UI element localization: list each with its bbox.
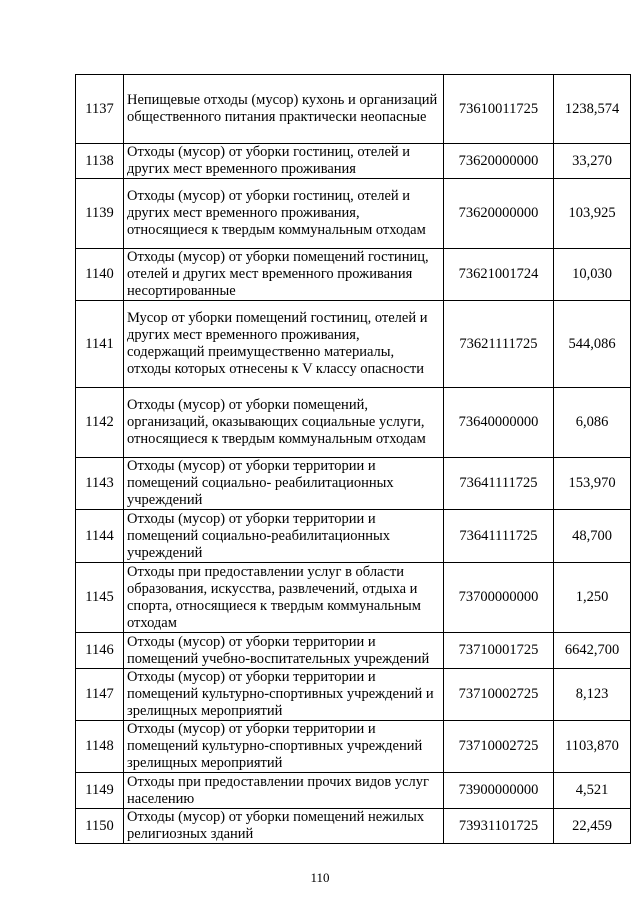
waste-amount: 6,086 bbox=[554, 388, 631, 458]
waste-amount: 33,270 bbox=[554, 144, 631, 179]
table-row bbox=[76, 179, 631, 249]
table-row bbox=[76, 75, 631, 144]
row-number: 1138 bbox=[76, 144, 124, 179]
waste-code: 73700000000 bbox=[444, 563, 554, 633]
waste-amount: 10,030 bbox=[554, 249, 631, 301]
waste-name: Отходы (мусор) от уборки помещений, организаций, оказывающих социальные услуги, относящиеся к твердым коммунальным отходам bbox=[124, 388, 444, 458]
waste-name: Отходы (мусор) от уборки территории и помещений учебно-воспитательных учреждений bbox=[124, 633, 444, 669]
waste-code: 73620000000 bbox=[444, 179, 554, 249]
waste-code: 73640000000 bbox=[444, 388, 554, 458]
table-row bbox=[76, 721, 631, 773]
waste-name: Отходы (мусор) от уборки территории и помещений культурно-спортивных учреждений зрелищных мероприятий bbox=[124, 721, 444, 773]
row-number: 1139 bbox=[76, 179, 124, 249]
waste-amount: 4,521 bbox=[554, 773, 631, 809]
waste-table bbox=[75, 74, 631, 844]
waste-name: Отходы при предоставлении услуг в области образования, искусства, развлечений, отдыха и спорта, относящиеся к твердым коммунальным отходам bbox=[124, 563, 444, 633]
waste-code: 73931101725 bbox=[444, 809, 554, 844]
waste-name: Отходы (мусор) от уборки гостиниц, отелей и других мест временного проживания bbox=[124, 144, 444, 179]
waste-amount: 8,123 bbox=[554, 669, 631, 721]
row-number: 1142 bbox=[76, 388, 124, 458]
waste-name: Отходы (мусор) от уборки территории и помещений социально- реабилитационных учреждений bbox=[124, 458, 444, 510]
waste-name: Непищевые отходы (мусор) кухонь и организаций общественного питания практически неопасные bbox=[124, 75, 444, 144]
table-row bbox=[76, 249, 631, 301]
table-row bbox=[76, 809, 631, 844]
row-number: 1147 bbox=[76, 669, 124, 721]
waste-code: 73641111725 bbox=[444, 510, 554, 563]
waste-code: 73621001724 bbox=[444, 249, 554, 301]
table-row bbox=[76, 773, 631, 809]
table-row bbox=[76, 458, 631, 510]
waste-code: 73610011725 bbox=[444, 75, 554, 144]
waste-name: Отходы (мусор) от уборки помещений нежилых религиозных зданий bbox=[124, 809, 444, 844]
waste-amount: 1103,870 bbox=[554, 721, 631, 773]
page-number: 110 bbox=[310, 870, 330, 885]
waste-code: 73621111725 bbox=[444, 301, 554, 388]
table-row bbox=[76, 144, 631, 179]
waste-code: 73620000000 bbox=[444, 144, 554, 179]
waste-table-body bbox=[76, 75, 631, 844]
waste-amount: 103,925 bbox=[554, 179, 631, 249]
waste-name: Мусор от уборки помещений гостиниц, отелей и других мест временного проживания, содержащий преимущественно материалы, отходы которых отнесены к V классу опасности bbox=[124, 301, 444, 388]
table-row bbox=[76, 563, 631, 633]
row-number: 1148 bbox=[76, 721, 124, 773]
waste-amount: 6642,700 bbox=[554, 633, 631, 669]
waste-amount: 22,459 bbox=[554, 809, 631, 844]
waste-amount: 1,250 bbox=[554, 563, 631, 633]
table-row bbox=[76, 633, 631, 669]
waste-name: Отходы (мусор) от уборки помещений гостиниц, отелей и других мест временного проживания несортированные bbox=[124, 249, 444, 301]
row-number: 1137 bbox=[76, 75, 124, 144]
waste-code: 73641111725 bbox=[444, 458, 554, 510]
row-number: 1141 bbox=[76, 301, 124, 388]
waste-name: Отходы (мусор) от уборки гостиниц, отелей и других мест временного проживания, относящиеся к твердым коммунальным отходам bbox=[124, 179, 444, 249]
waste-code: 73710002725 bbox=[444, 669, 554, 721]
waste-amount: 1238,574 bbox=[554, 75, 631, 144]
row-number: 1149 bbox=[76, 773, 124, 809]
waste-code: 73900000000 bbox=[444, 773, 554, 809]
waste-name: Отходы при предоставлении прочих видов услуг населению bbox=[124, 773, 444, 809]
table-row bbox=[76, 388, 631, 458]
row-number: 1150 bbox=[76, 809, 124, 844]
table-row bbox=[76, 510, 631, 563]
row-number: 1146 bbox=[76, 633, 124, 669]
waste-amount: 153,970 bbox=[554, 458, 631, 510]
row-number: 1145 bbox=[76, 563, 124, 633]
waste-name: Отходы (мусор) от уборки территории и помещений социально-реабилитационных учреждений bbox=[124, 510, 444, 563]
row-number: 1140 bbox=[76, 249, 124, 301]
waste-amount: 544,086 bbox=[554, 301, 631, 388]
table-row bbox=[76, 669, 631, 721]
waste-code: 73710001725 bbox=[444, 633, 554, 669]
row-number: 1143 bbox=[76, 458, 124, 510]
waste-name: Отходы (мусор) от уборки территории и помещений культурно-спортивных учреждений и зрелищных мероприятий bbox=[124, 669, 444, 721]
row-number: 1144 bbox=[76, 510, 124, 563]
waste-amount: 48,700 bbox=[554, 510, 631, 563]
table-row bbox=[76, 301, 631, 388]
waste-code: 73710002725 bbox=[444, 721, 554, 773]
